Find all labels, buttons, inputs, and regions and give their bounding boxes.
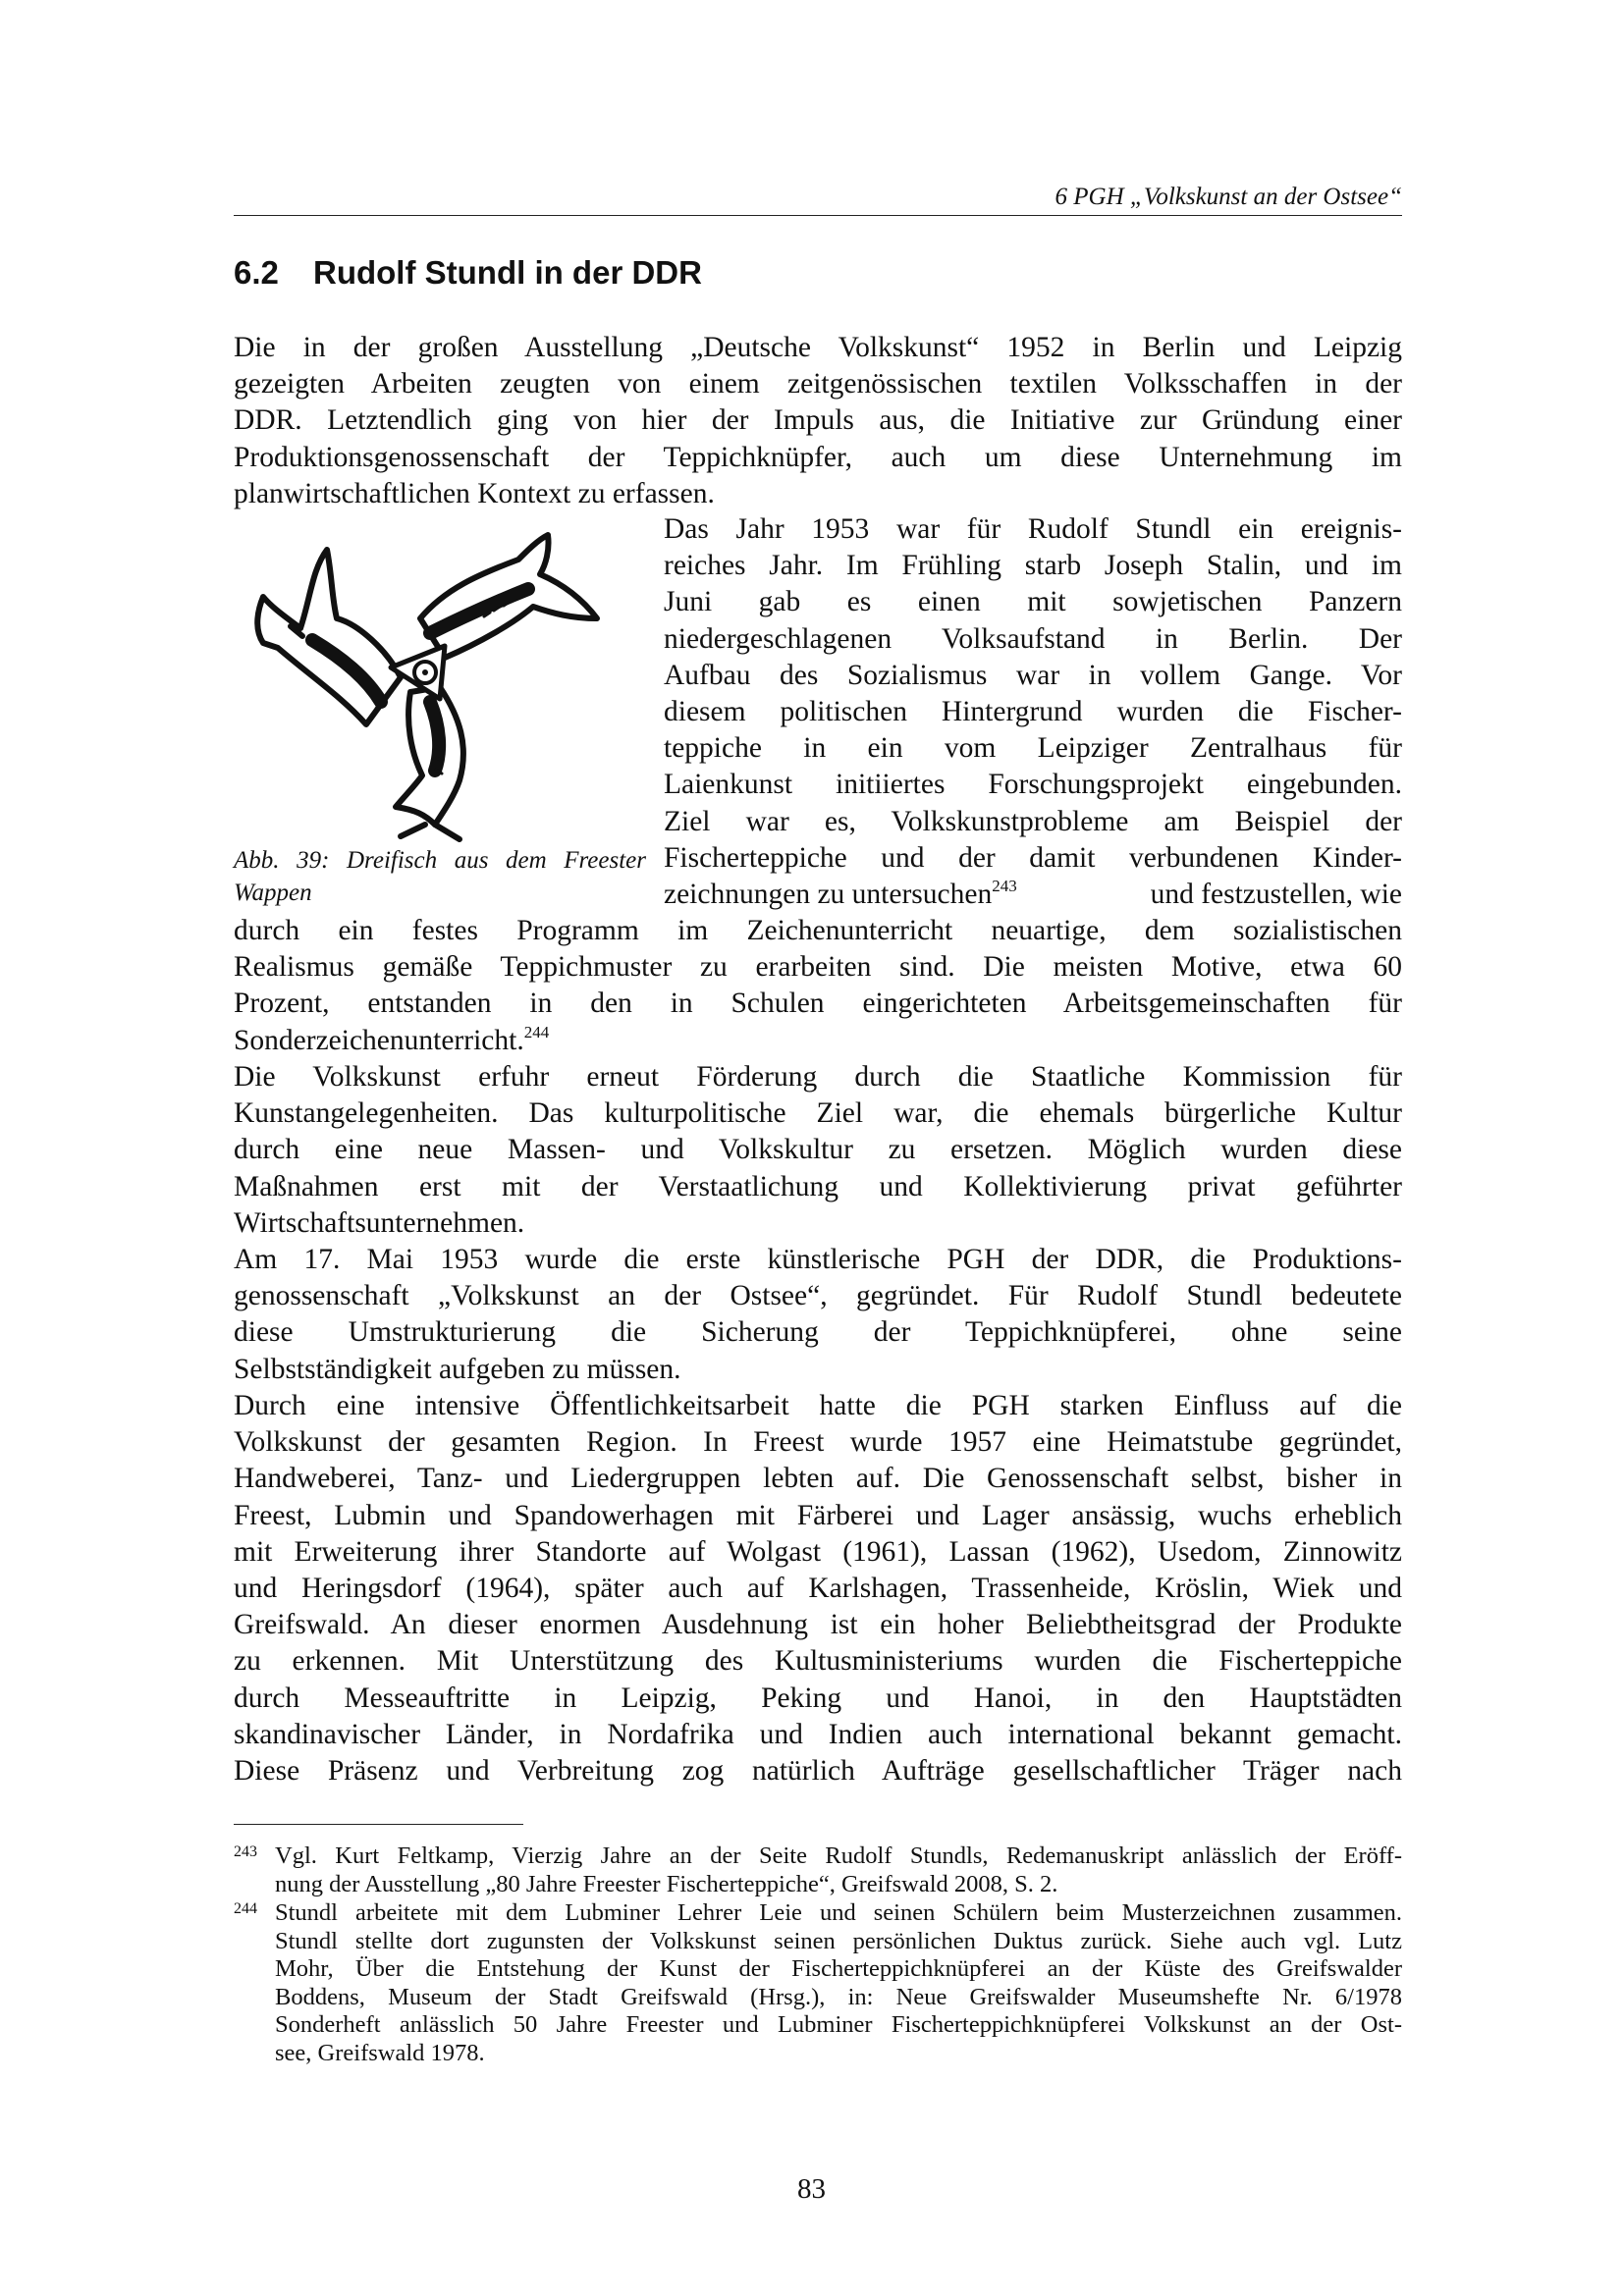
- footnote-line: nung der Ausstellung „80 Jahre Freester Fischerteppiche“, Greifswald 2008, S. 2.: [275, 1870, 1058, 1897]
- text-line: niedergeschlagenen Volksaufstand in Berlin. Der: [664, 622, 1402, 655]
- text-line: Die Volkskunst erfuhr erneut Förderung durch die Staatliche Kommission für: [234, 1061, 1402, 1093]
- text-line: Durch eine intensive Öffentlichkeitsarbeit hatte die PGH starken Einfluss auf die: [234, 1390, 1402, 1421]
- text-line: Prozent, entstanden in den in Schulen eingerichteten Arbeitsgemeinschaften für: [234, 988, 1402, 1020]
- text-line: Am 17. Mai 1953 wurde die erste künstlerische PGH der DDR, die Produktions-: [234, 1244, 1402, 1275]
- section-heading: [234, 253, 702, 293]
- paragraph-1953-continued: [234, 913, 1402, 1059]
- text-line: und Heringsdorf (1964), später auch auf Karlshagen, Trassenheide, Kröslin, Wiek und: [234, 1572, 1402, 1604]
- fish-bottom: [396, 687, 463, 839]
- text-line: genossenschaft „Volkskunst an der Ostsee“, gegründet. Für Rudolf Stundl bedeutete: [234, 1280, 1402, 1312]
- paragraph-expansion: [234, 1388, 1402, 1789]
- caption-line: Abb. 39: Dreifisch aus dem Freester: [234, 847, 646, 874]
- text-line: Diese Präsenz und Verbreitung zog natürlich Aufträge gesellschaftlicher Träger nach: [234, 1754, 1402, 1787]
- text-line: Kunstangelegenheiten. Das kulturpolitische Ziel war, die ehemals bürgerliche Kultur: [234, 1097, 1402, 1130]
- text-line: Realismus gemäße Teppichmuster zu erarbeiten sind. Die meisten Motive, etwa 60: [234, 951, 1402, 984]
- text-line: Die in der großen Ausstellung „Deutsche Volkskunst“ 1952 in Berlin und Leipzig: [234, 332, 1402, 363]
- footnote-line: Boddens, Museum der Stadt Greifswald (Hrsg.), in: Neue Greifswalder Museumshefte Nr. 6/1978: [275, 1983, 1402, 2010]
- dreifisch-figure: [234, 530, 646, 844]
- text-line: zu erkennen. Mit Unterstützung des Kultusministeriums wurden die Fischerteppiche: [234, 1645, 1402, 1678]
- text-line: planwirtschaftlichen Kontext zu erfassen.: [234, 477, 715, 509]
- text-line: diesem politischen Hintergrund wurden die Fischer-: [664, 695, 1402, 727]
- text-line: Maßnahmen erst mit der Verstaatlichung und Kollektivierung privat geführter: [234, 1170, 1402, 1202]
- text-line: reiches Jahr. Im Frühling starb Joseph Stalin, und im: [664, 550, 1402, 582]
- text-line: Freest, Lubmin und Spandowerhagen mit Färberei und Lager ansässig, wuchs erheblich: [234, 1499, 1402, 1531]
- footnote-text: [275, 1899, 1402, 2067]
- paragraph-1953-wrapped: [664, 511, 1402, 913]
- page-number: 83: [797, 2173, 826, 2205]
- section-number: 6.2: [234, 254, 279, 291]
- text-line: Juni gab es einen mit sowjetischen Panzern: [664, 586, 1402, 618]
- caption-line: Wappen: [234, 880, 312, 906]
- footnote-line: see, Greifswald 1978.: [275, 2039, 485, 2066]
- footnote-244: [234, 1899, 1402, 2067]
- text-line: Selbstständigkeit aufgeben zu müssen.: [234, 1353, 681, 1385]
- footnote-line: Stundl stellte dort zugunsten der Volkskunst seinen persönlichen Duktus zurück. Siehe auch vgl. Lutz: [275, 1927, 1402, 1954]
- footnote-ref-244[interactable]: 244: [523, 1022, 550, 1041]
- fish-left: [257, 550, 401, 724]
- three-fish-emblem-icon: [234, 530, 646, 844]
- text-line: Wirtschaftsunternehmen.: [234, 1206, 525, 1239]
- footnote-line: Vgl. Kurt Feltkamp, Vierzig Jahre an der Seite Rudolf Stundls, Redemanuskript anlässlich der Eröff-: [275, 1842, 1402, 1869]
- text-line: skandinavischer Länder, in Nordafrika und Indien auch international bekannt gemacht.: [234, 1718, 1402, 1750]
- paragraph-pgh-founding: [234, 1242, 1402, 1388]
- text-line: Greifswald. An dieser enormen Ausdehnung ist ein hoher Beliebtheitsgrad der Produkte: [234, 1609, 1402, 1641]
- paragraph-kommission: [234, 1059, 1402, 1242]
- text-line: Fischerteppiche und der damit verbundenen Kinder-: [664, 841, 1402, 874]
- footnote-243: [234, 1842, 1402, 1898]
- text-line: Aufbau des Sozialismus war in vollem Gange. Vor: [664, 659, 1402, 691]
- text-line: Produktionsgenossenschaft der Teppichknüpfer, auch um diese Unternehmung im: [234, 441, 1402, 473]
- text-line: teppiche in ein vom Leipziger Zentralhaus für: [664, 732, 1402, 765]
- text-fragment: zeichnungen zu untersuchen$^{243}$: [664, 876, 1017, 910]
- section-title: Rudolf Stundl in der DDR: [313, 254, 702, 291]
- header-rule: [234, 215, 1402, 216]
- text-line: Handweberei, Tanz- und Liedergruppen lebten auf. Die Genossenschaft selbst, bisher in: [234, 1463, 1402, 1495]
- footnote-line: Stundl arbeitete mit dem Lubminer Lehrer Leie und seinen Schülern beim Musterzeichnen zusammen.: [275, 1899, 1402, 1926]
- figure-caption: [234, 844, 646, 909]
- footnote-text: [275, 1842, 1402, 1898]
- footnote-number: 244: [234, 1900, 257, 1917]
- text-line: durch Messeauftritte in Leipzig, Peking und Hanoi, in den Hauptstädten: [234, 1682, 1402, 1714]
- text-line: diese Umstrukturierung die Sicherung der Teppichknüpferei, ohne seine: [234, 1316, 1402, 1349]
- text-line: durch eine neue Massen- und Volkskultur zu ersetzen. Möglich wurden diese: [234, 1134, 1402, 1166]
- footnote-ref-243[interactable]: 243: [992, 876, 1017, 895]
- footnote-line: Sonderheft anlässlich 50 Jahre Freester und Lubminer Fischerteppichknüpferei Volkskunst an der Ost-: [275, 2011, 1402, 2038]
- footnote-line: Mohr, Über die Entstehung der Kunst der Fischerteppichknüpferei an der Küste des Greifswalder: [275, 1955, 1402, 1982]
- text-line: gezeigten Arbeiten zeugten von einem zeitgenössischen textilen Volksschaffen in der: [234, 368, 1402, 400]
- text-line: Laienkunst initiiertes Forschungsprojekt eingebunden.: [664, 769, 1402, 801]
- text-line: Sonderzeichenunterricht.$^{244}$: [234, 1022, 550, 1056]
- text-line: mit Erweiterung ihrer Standorte auf Wolgast (1961), Lassan (1962), Usedom, Zinnowitz: [234, 1535, 1402, 1568]
- footnote-rule: [234, 1824, 523, 1825]
- text-line: Das Jahr 1953 war für Rudolf Stundl ein ereignis-: [664, 513, 1402, 545]
- text-line: durch ein festes Programm im Zeichenunterricht neuartige, dem sozialistischen: [234, 915, 1402, 946]
- text-line: DDR. Letztendlich ging von hier der Impuls aus, die Initiative zur Gründung einer: [234, 404, 1402, 437]
- footnote-number: 243: [234, 1843, 257, 1860]
- paragraph-intro: [234, 330, 1402, 512]
- text-line: Ziel war es, Volkskunstprobleme am Beispiel der: [664, 805, 1402, 837]
- running-header: 6 PGH „Volkskunst an der Ostsee“: [1055, 184, 1402, 210]
- text-line: Volkskunst der gesamten Region. In Freest wurde 1957 eine Heimatstube gegründet,: [234, 1426, 1402, 1459]
- fish-right: [420, 535, 597, 658]
- text-fragment: und festzustellen, wie: [1150, 878, 1402, 910]
- text-line: [664, 877, 1402, 913]
